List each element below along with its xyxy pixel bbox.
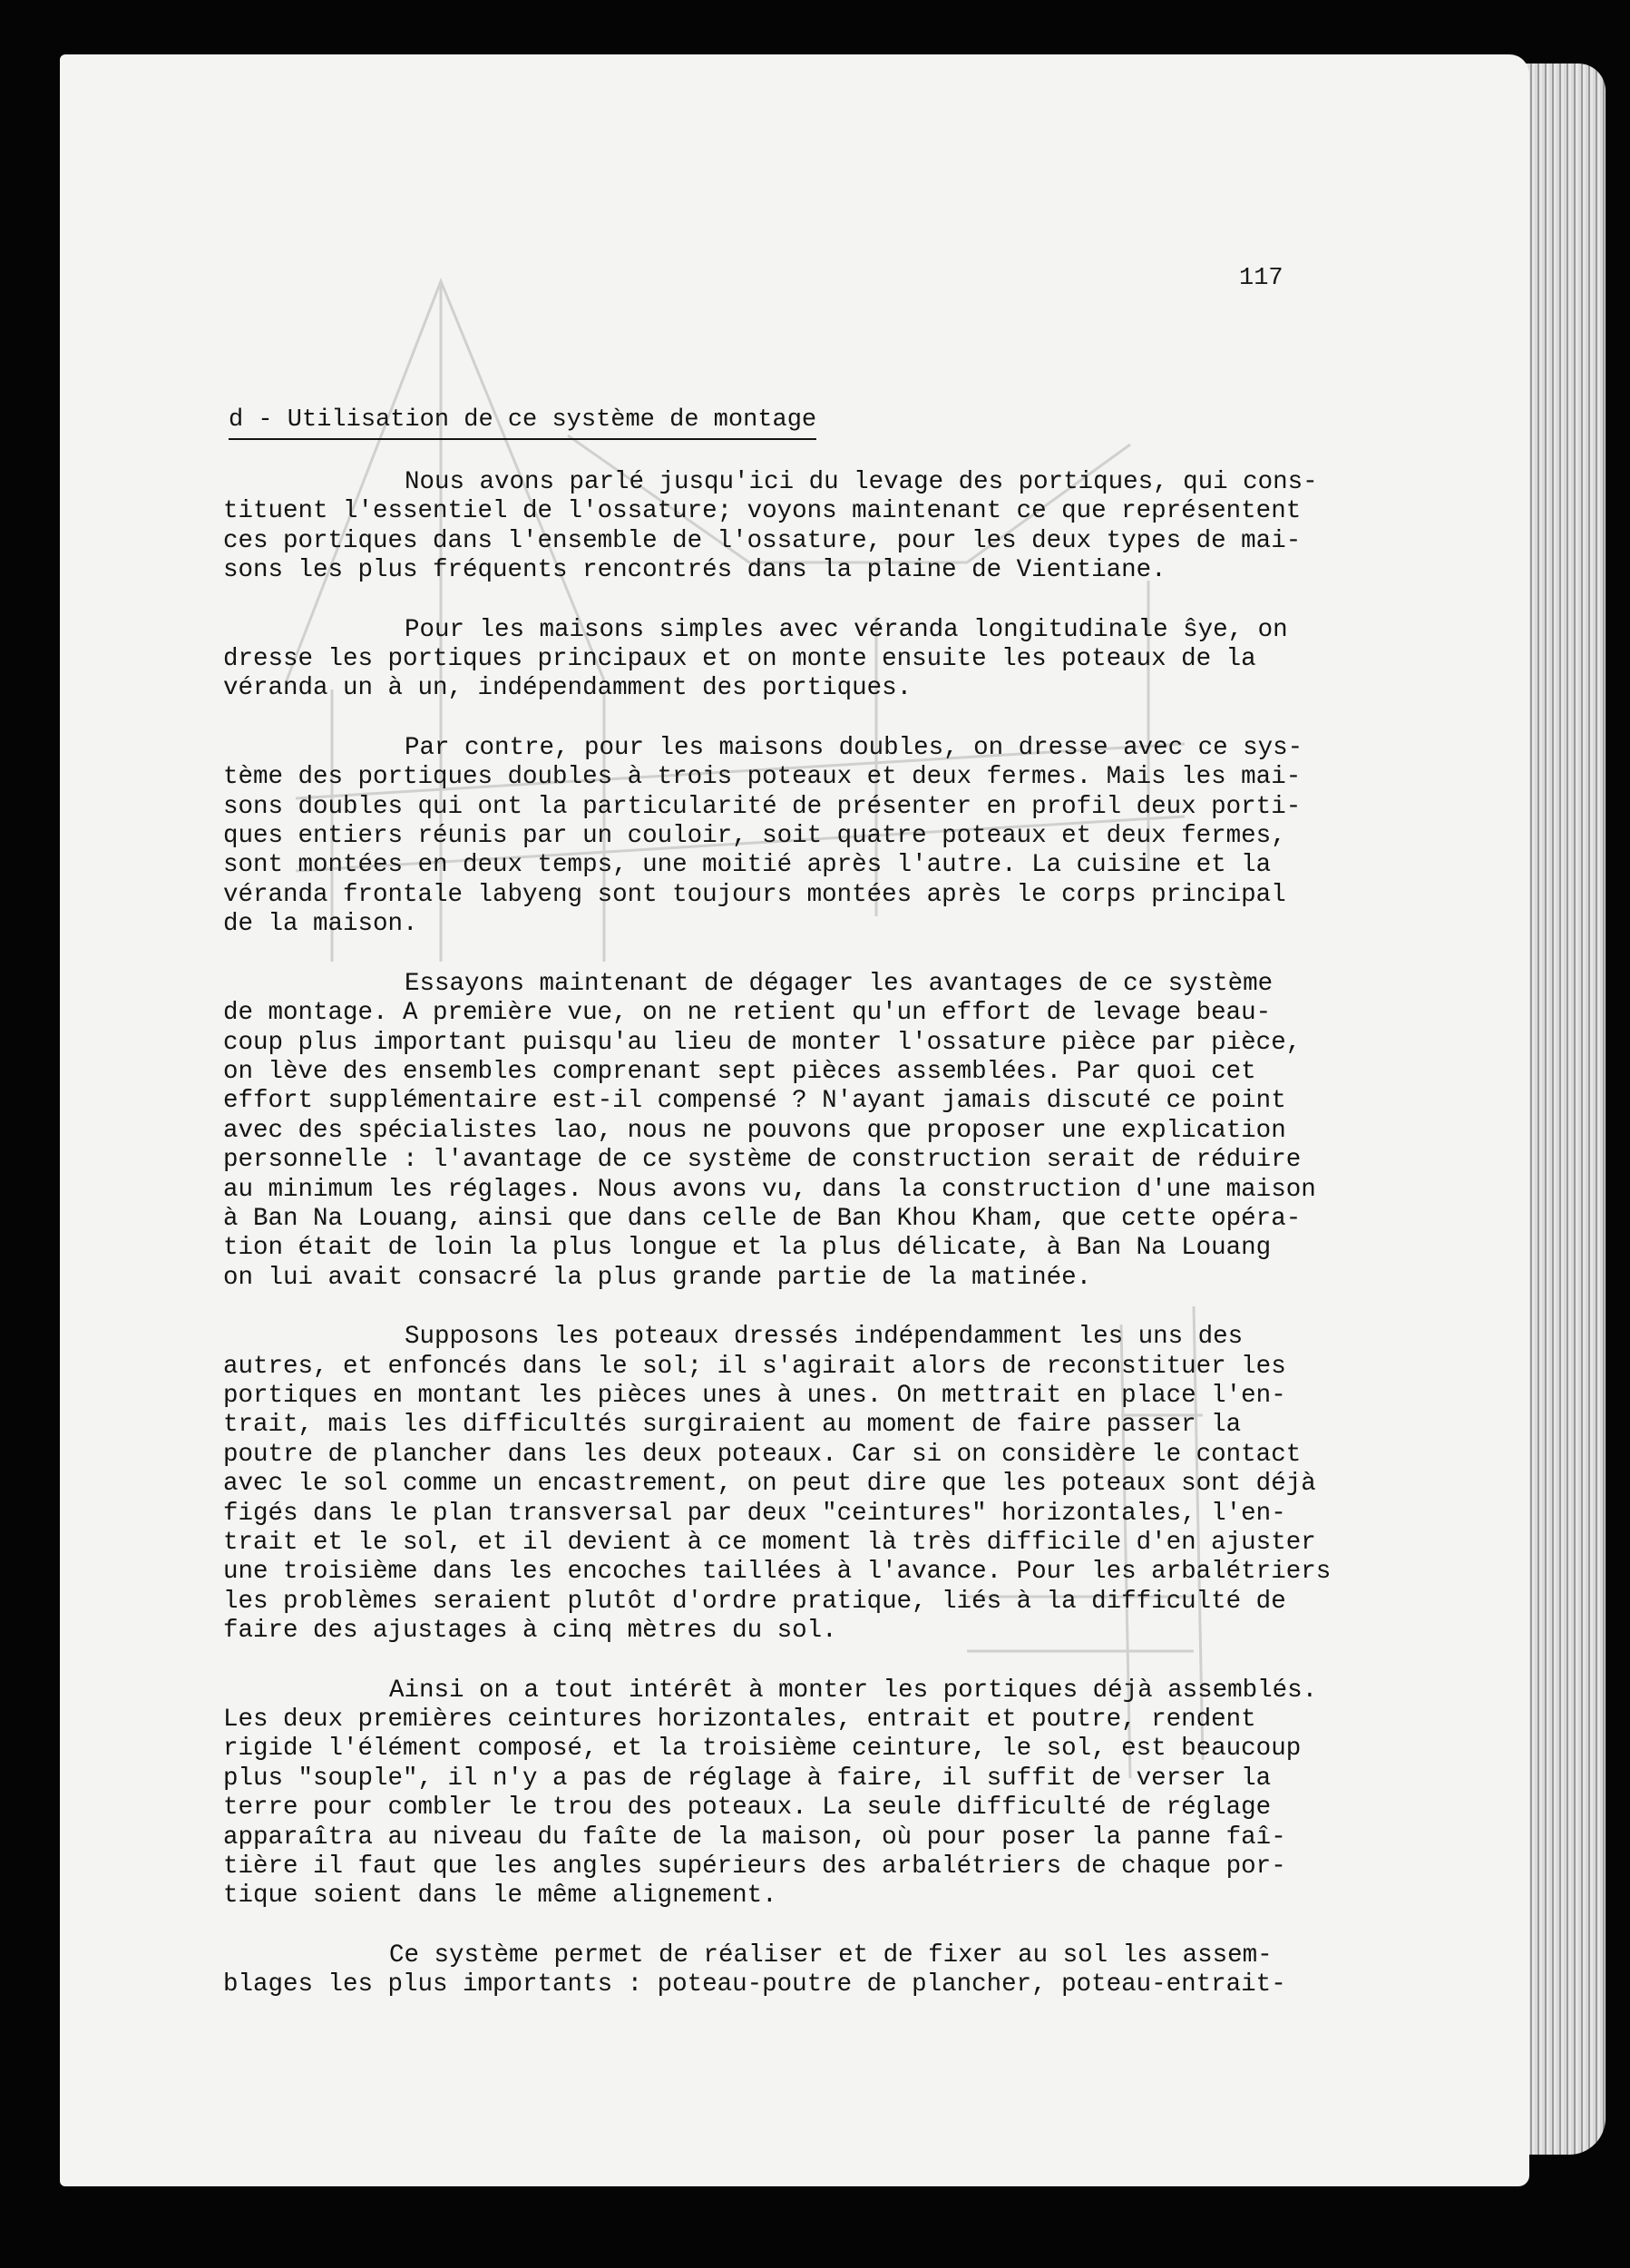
section-title: d - Utilisation de ce système de montage [229, 404, 816, 440]
paragraph: Supposons les poteaux dressés indépendamment les uns des autres, et enfoncés dans le sol; il s'agirait alors de reconstituer les portiques en montant les pièces unes à unes. On mettrait en place l'en- trait, mais les difficultés surgiraient au moment de faire passer la poutre de plancher dans les deux poteaux. Car si on considère le contact avec le sol comme un encastrement, on peut dire que les poteaux sont déjà figés dans le plan transversal par deux "ceintures" horizontales, l'en- trait et le sol, et il devient à ce moment là très difficile d'en ajuster une troisième dans les encoches taillées à l'avance. Pour les arbalétriers les problèmes seraient plutôt d'ordre pratique, liés à la difficulté de faire des ajustages à cinq mètres du sol. [223, 1323, 1332, 1646]
paragraph: Nous avons parlé jusqu'ici du levage des portiques, qui cons- tituent l'essentiel de l'ossature; voyons maintenant ce que représentent ces portiques dans l'ensemble de l'ossature, pour les deux types de mai- sons les plus fréquents rencontrés dans la plaine de Vientiane. [223, 468, 1318, 585]
page-number: 117 [1239, 265, 1284, 292]
book-page [60, 54, 1529, 2186]
paragraph: Essayons maintenant de dégager les avantages de ce système de montage. A première vue, on ne retient qu'un effort de levage beau- coup plus important puisqu'au lieu de monter l'ossature pièce par pièce, on lève des ensembles comprenant sept pièces assemblées. Par quoi cet effort supplémentaire est-il compensé ? N'ayant jamais discuté ce point avec des spécialistes lao, nous ne pouvons que proposer une explication personnelle : l'avantage de ce système de construction serait de réduire au minimum les réglages. Nous avons vu, dans la construction d'une maison à Ban Na Louang, ainsi que dans celle de Ban Khou Kham, que cette opéra- tion était de loin la plus longue et la plus délicate, à Ban Na Louang on lui avait consacré la plus grande partie de la matinée. [223, 969, 1316, 1292]
body-text [223, 468, 1402, 2030]
paragraph: Ce système permet de réaliser et de fixer au sol les assem- blages les plus importants : poteau-poutre de plancher, poteau-entrait- [223, 1941, 1286, 1999]
paragraph: Par contre, pour les maisons doubles, on dresse avec ce sys- tème des portiques doubles à trois poteaux et deux fermes. Mais les mai- sons doubles qui ont la particularité de présenter en profil deux porti- ques entiers réunis par un couloir, soit quatre poteaux et deux fermes, sont montées en deux temps, une moitié après l'autre. La cuisine et la véranda frontale labyeng sont toujours montées après le corps principal de la maison. [223, 733, 1303, 939]
paragraph: Ainsi on a tout intérêt à monter les portiques déjà assemblés. Les deux premières ceintures horizontales, entrait et poutre, rendent rigide l'élément composé, et la troisième ceinture, le sol, est beaucoup plus "souple", il n'y a pas de réglage à faire, il suffit de verser la terre pour combler le trou des poteaux. La seule difficulté de réglage apparaîtra au niveau du faîte de la maison, où pour poser la panne faî- tière il faut que les angles supérieurs des arbalétriers de chaque por- tique soient dans le même alignement. [223, 1676, 1318, 1911]
paragraph: Pour les maisons simples avec véranda longitudinale ŝye, on dresse les portiques principaux et on monte ensuite les poteaux de la véranda un à un, indépendamment des portiques. [223, 615, 1288, 703]
